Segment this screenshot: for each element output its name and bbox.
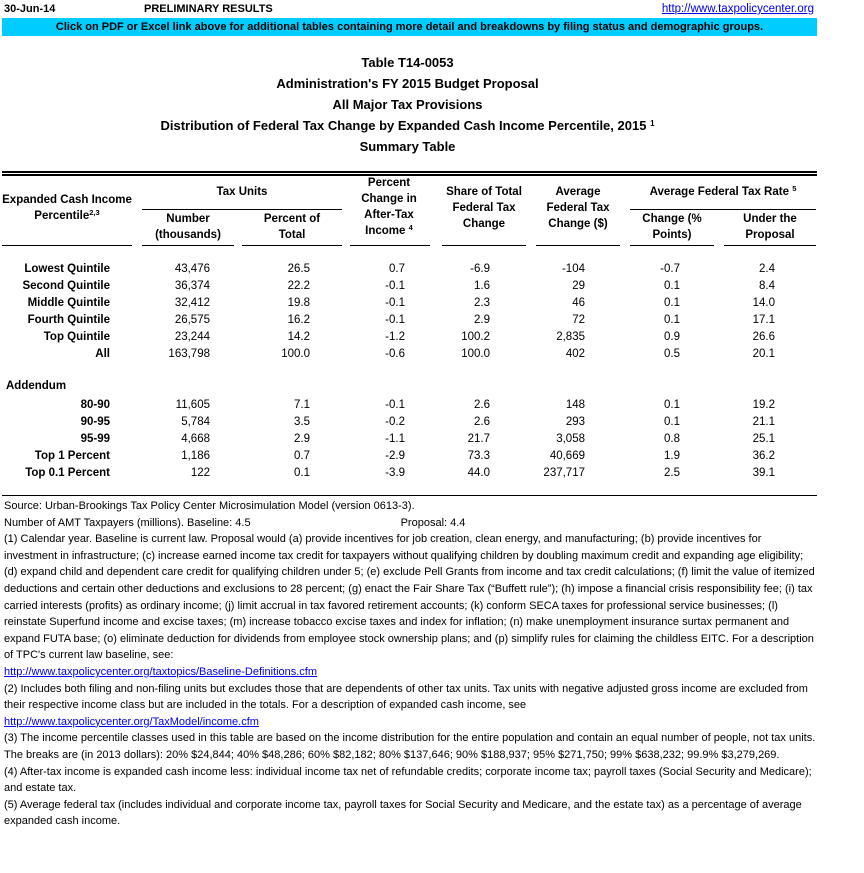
header-underline	[142, 245, 234, 246]
header-share-total-change: Share of Total Federal Tax Change	[446, 186, 522, 230]
table-row-total: All 163,798 100.0 -0.6 100.0 402 0.5 20.1	[95, 348, 775, 360]
footnote-1: (1) Calendar year. Baseline is current law. Proposal would (a) provide incentives for job creation, clean energy, and manufacturing; (b) provide incentives for investment in infrastructure; (c) increase earned income tax credit for taxpayers without qualifying children by doubling maximum credit and expanding age eligibility; (d) expand child and dependent care credit for qualifying children under 5; (e) exclude Pell Grants from income and tax credit calculations; (f) limit the value of itemized deductions and certain other deductions and exclusions to 28 percent; (g) enact the Fair Share Tax (“Buffett rule”); (h) impose a financial crisis responsibility fee; (i) tax carried interests (profits) as ordinary income; (j) limit accrual in tax favored retirement accounts; (k) conform SECA taxes for professional service businesses; (l) reinstate Superfund income and excise taxes; (m) increase tobacco excise taxes and index for inflation; (n) make unemployment insurance surtax permanent and expand FUTA base; (o) eliminate deduction for dividends from employee stock ownership plans; and (p) simplify rules for claiming the childless EITC. For a description of TPC's current law baseline, see:	[4, 533, 815, 662]
header-underline	[630, 209, 816, 210]
header-underline	[724, 245, 816, 246]
table-row: 80-90 11,605 7.1 -0.1 2.6 148 0.1 19.2	[80, 399, 775, 411]
header-rate-under-proposal: Under the Proposal	[743, 213, 797, 241]
table-row: Top 0.1 Percent 122 0.1 -3.9 44.0 237,717 2.5 39.1	[25, 467, 775, 479]
header-underline	[536, 245, 620, 246]
preliminary-label: PRELIMINARY RESULTS	[144, 3, 273, 15]
header-percentile: Expanded Cash Income Percentile$^{2,3}$	[2, 194, 132, 222]
header-underline	[142, 209, 342, 210]
header-avg-tax-change: Average Federal Tax Change ($)	[546, 186, 610, 230]
header-number: Number (thousands)	[155, 213, 221, 241]
table-row: Middle Quintile 32,412 19.8 -0.1 2.3 46 0.1 14.0	[27, 297, 775, 309]
title-provisions: All Major Tax Provisions	[332, 97, 483, 112]
table-row: 90-95 5,784 3.5 -0.2 2.6 293 0.1 21.1	[80, 416, 775, 428]
header-underline	[2, 245, 132, 246]
header-underline	[242, 245, 342, 246]
income-definition-link[interactable]: http://www.taxpolicycenter.org/TaxModel/income.cfm	[4, 715, 259, 728]
header-underline	[442, 245, 526, 246]
amt-note: Number of AMT Taxpayers (millions). Baseline: 4.5 Proposal: 4.4	[4, 516, 466, 529]
table-row: Lowest Quintile 43,476 26.5 0.7 -6.9 -104 -0.7 2.4	[24, 263, 775, 275]
footnote-3: (3) The income percentile classes used in this table are based on the income distribution for the entire population and contain an equal number of people, not tax units. The breaks are (in 2013 dollars): 20% $24,844; 40% $48,286; 60% $82,182; 80% $137,646; 90% $188,937; 95% $271,750; 99% $638,232; 99.9% $3,279,269.	[4, 732, 816, 761]
table-title-block	[0, 52, 815, 157]
header-pct-change-after-tax: Percent Change in After-Tax Income $^4$	[361, 177, 417, 237]
header-avg-tax-rate: Average Federal Tax Rate $^5$	[649, 184, 797, 198]
table-row: Top Quintile 23,244 14.2 -1.2 100.2 2,835 0.9 26.6	[43, 331, 775, 343]
title-proposal: Administration's FY 2015 Budget Proposal	[276, 76, 539, 91]
table-row: 95-99 4,668 2.9 -1.1 21.7 3,058 0.8 25.1	[80, 433, 775, 445]
baseline-definitions-link[interactable]: http://www.taxpolicycenter.org/taxtopics/Baseline-Definitions.cfm	[4, 665, 318, 678]
table-row: Top 1 Percent 1,186 0.7 -2.9 73.3 40,669 1.9 36.2	[34, 450, 775, 462]
footnote-ref: 1	[650, 119, 655, 128]
footnotes	[4, 498, 816, 830]
table-bottom-rule	[2, 495, 817, 496]
header-percent-of-total: Percent of Total	[263, 213, 321, 241]
footnote-5: (5) Average federal tax (includes individual and corporate income tax, payroll taxes for Social Security and Medicare, and the estate tax) as a percentage of average expanded cash income.	[4, 798, 802, 828]
tpc-website-link[interactable]: http://www.taxpolicycenter.org	[661, 3, 814, 15]
info-banner: Click on PDF or Excel link above for additional tables containing more detail and breakdowns by filing status and demographic groups.	[2, 18, 817, 36]
header-rate-change: Change (% Points)	[642, 213, 702, 241]
source-note: Source: Urban-Brookings Tax Policy Center Microsimulation Model (version 0613-3).	[4, 500, 415, 512]
table-id: Table T14-0053	[361, 55, 454, 70]
title-distribution: Distribution of Federal Tax Change by Expanded Cash Income Percentile, 2015 $^1$	[160, 118, 655, 133]
table-row: Second Quintile 36,374 22.2 -0.1 1.6 29 0.1 8.4	[22, 280, 775, 292]
footnote-4: (4) After-tax income is expanded cash income less: individual income tax net of refundable credits; corporate income tax; payroll taxes (Social Security and Medicare); and estate tax.	[4, 765, 812, 795]
footnote-2: (2) Includes both filing and non-filing units but excludes those that are dependents of other tax units. Tax units with negative adjusted gross income are excluded from their respective income class but are included in the totals. For a description of expanded cash income, see	[4, 682, 808, 712]
title-summary: Summary Table	[359, 139, 456, 154]
addendum-label: Addendum	[6, 380, 67, 392]
header-tax-units: Tax Units	[216, 186, 268, 198]
table-row: Fourth Quintile 26,575 16.2 -0.1 2.9 72 0.1 17.1	[27, 314, 775, 326]
header-underline	[350, 245, 430, 246]
header-underline	[630, 245, 714, 246]
top-bar	[4, 3, 814, 17]
report-date: 30-Jun-14	[4, 3, 56, 15]
